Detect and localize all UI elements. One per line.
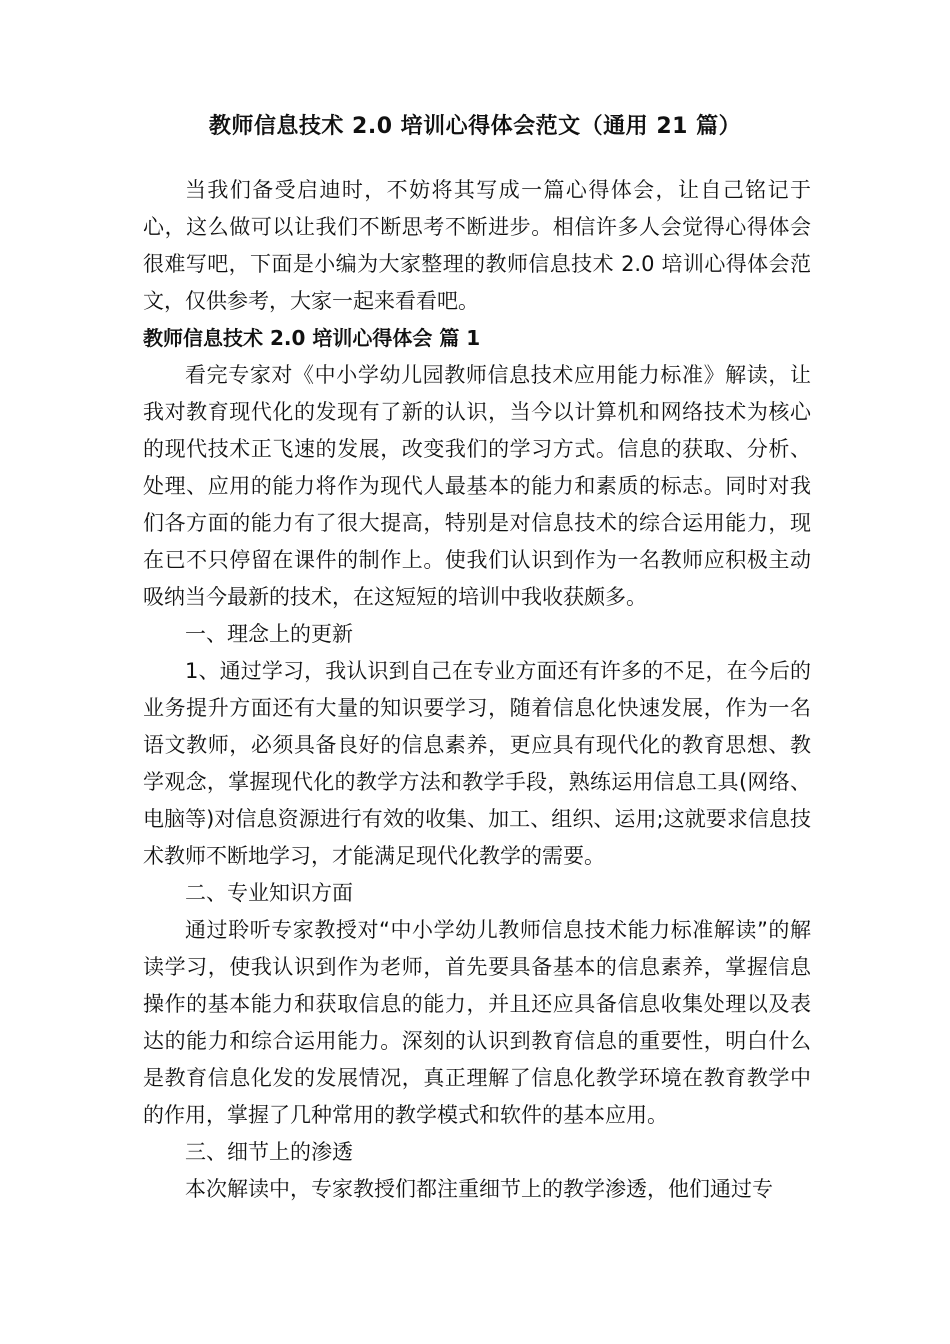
body-paragraph-4: 本次解读中，专家教授们都注重细节上的教学渗透，他们通过专 — [185, 1177, 773, 1201]
subheading-detail-infiltration: 三、细节上的渗透 — [185, 1140, 353, 1164]
body-paragraph-3: 通过聆听专家教授对“中小学幼儿教师信息技术能力标准解读”的解读学习，使我认识到作为老师，首先要具备基本的信息素养，掌握信息操作的基本能力和获取信息的能力，并且还应具备信息收集处理以及表达的能力和综合运用能力。深刻的认识到教育信息的重要性，明白什么是教育信息化发的发展情况，真正理解了信息化教学环境在教育教学中的作用，掌握了几种常用的教学模式和软件的基本应用。 — [143, 918, 811, 1127]
document-body — [143, 172, 811, 1208]
subheading-professional-knowledge: 二、专业知识方面 — [185, 881, 353, 905]
intro-paragraph: 当我们备受启迪时，不妨将其写成一篇心得体会，让自己铭记于心，这么做可以让我们不断思考不断进步。相信许多人会觉得心得体会很难写吧，下面是小编为大家整理的教师信息技术 2.0 培训心得体会范文，仅供参考，大家一起来看看吧。 — [143, 178, 811, 313]
subheading-concept-update: 一、理念上的更新 — [185, 622, 353, 646]
document-title: 教师信息技术 2.0 培训心得体会范文（通用 21 篇） — [208, 114, 742, 139]
section-heading: 教师信息技术 2.0 培训心得体会 篇 1 — [143, 326, 481, 350]
body-paragraph-2: 1、通过学习，我认识到自己在专业方面还有许多的不足，在今后的业务提升方面还有大量的知识要学习，随着信息化快速发展，作为一名语文教师，必须具备良好的信息素养，更应具有现代化的教育思想、教学观念，掌握现代化的教学方法和教学手段，熟练运用信息工具(网络、电脑等)对信息资源进行有效的收集、加工、组织、运用;这就要求信息技术教师不断地学习，才能满足现代化教学的需要。 — [143, 659, 811, 868]
body-paragraph-1: 看完专家对《中小学幼儿园教师信息技术应用能力标准》解读，让我对教育现代化的发现有了新的认识，当今以计算机和网络技术为核心的现代技术正飞速的发展，改变我们的学习方式。信息的获取、分析、处理、应用的能力将作为现代人最基本的能力和素质的标志。同时对我们各方面的能力有了很大提高，特别是对信息技术的综合运用能力，现在已不只停留在课件的制作上。使我们认识到作为一名教师应积极主动吸纳当今最新的技术，在这短短的培训中我收获颇多。 — [143, 363, 811, 609]
